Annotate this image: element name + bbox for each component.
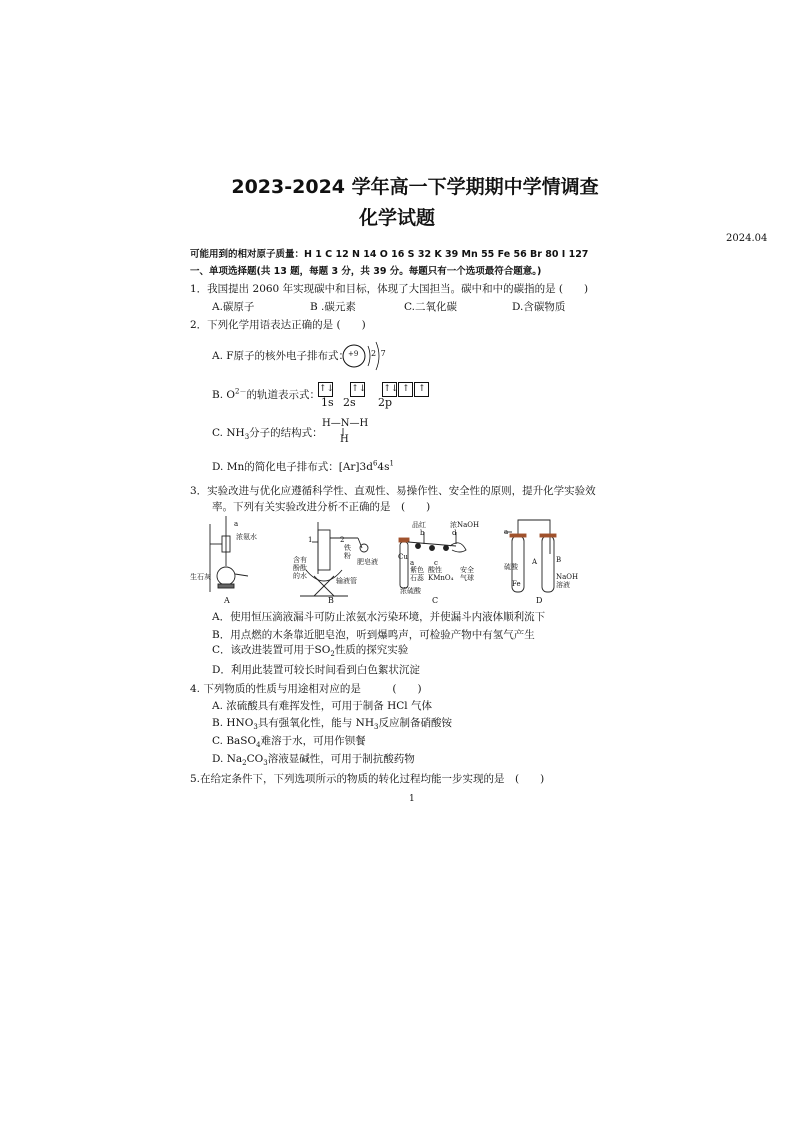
- label-conc-ammonia: 浓氨水: [236, 533, 257, 541]
- caption-c: C: [432, 596, 439, 605]
- label-quicklime: 生石灰: [190, 573, 211, 581]
- label-magenta: 品红: [412, 521, 426, 529]
- nh3-structure-bottom: H: [340, 434, 349, 445]
- orbital-box-2p-1: ↑↓: [382, 382, 397, 397]
- label-soap-solution: 肥皂液: [357, 558, 378, 566]
- page-subtitle: 化学试题: [358, 207, 435, 229]
- orbital-label-2p: 2p: [378, 396, 393, 409]
- q1-option-d: D.含碳物质: [512, 301, 566, 313]
- q1-option-b: B .碳元素: [310, 301, 356, 313]
- q3-stem-line2: 率。下列有关实验改进分析不正确的是 ( ): [212, 501, 431, 513]
- atomic-masses: 可能用到的相对原子质量：H 1 C 12 N 14 O 16 S 32 K 39 Mn 55 Fe 56 Br 80 I 127: [190, 249, 589, 260]
- label-c-a: a: [410, 559, 415, 567]
- label-naoh-solution: NaOH 溶液: [556, 573, 579, 589]
- exam-date: 2024.04: [726, 233, 768, 244]
- caption-a: A: [224, 596, 230, 605]
- q4-option-b: B. $HNO_3$具有强氧化性，能与 $NH_3$反应制备硝酸铵: [212, 717, 452, 732]
- q4-stem: 4. 下列物质的性质与用途相对应的是 ( ): [190, 683, 422, 695]
- label-acidic-kmno4: 酸性 KMnO₄: [428, 566, 454, 582]
- q1-stem: 1．我国提出 2060 年实现碳中和目标，体现了大国担当。碳中和中的碳指的是 ( ): [190, 283, 589, 295]
- label-d-a: a: [504, 528, 509, 536]
- q3-option-c: C．该改进装置可用于$SO_2$性质的探究实验: [212, 644, 409, 659]
- label-b-1: 1: [308, 536, 313, 544]
- label-sulfuric-acid: 硫酸: [504, 563, 518, 571]
- label-safety-balloon: 安全 气球: [460, 566, 474, 582]
- orbital-label-1s: 1s: [321, 396, 334, 409]
- atom-shells: 2 7: [371, 349, 387, 358]
- q2-option-a: A. F原子的核外电子排布式：: [212, 350, 350, 362]
- label-litmus: 紫色 石蕊: [410, 566, 424, 582]
- q1-option-a: A.碳原子: [212, 301, 255, 313]
- orbital-diagram: [318, 379, 430, 398]
- q4-option-d: D. $Na_2CO_3$溶液显碱性，可用于制抗酸药物: [212, 753, 415, 768]
- caption-b: B: [328, 596, 334, 605]
- orbital-box-1s: ↑↓: [318, 382, 333, 397]
- caption-d: D: [536, 596, 543, 605]
- atom-nucleus: +9: [348, 350, 359, 358]
- label-iron: Fe: [512, 580, 521, 588]
- label-b-2: 2: [340, 536, 345, 544]
- q2-option-b: B. $O^{2-}$的轨道表示式：: [212, 387, 320, 401]
- page-title: 2023-2024 学年高一下学期期中学情调查: [231, 176, 599, 198]
- label-c-c: c: [434, 559, 438, 567]
- label-d-A: A: [532, 558, 538, 566]
- section-heading: 一、单项选择题(共 13 题，每题 3 分，共 39 分。每题只有一个选项最符合题意。): [190, 266, 542, 277]
- q2-option-d: D. Mn的简化电子排布式：$[Ar]3d^64s^1$: [212, 459, 394, 473]
- apparatus-figures: [188, 514, 588, 606]
- label-infusion-tube: 输液管: [336, 577, 357, 585]
- label-conc-naoh: 浓NaOH: [450, 521, 480, 529]
- nh3-structure-top: H—N—H: [322, 418, 369, 429]
- label-copper: Cu: [398, 553, 408, 561]
- q3-option-d: D．利用此装置可较长时间看到白色絮状沉淀: [212, 664, 420, 676]
- q1-option-c: C.二氧化碳: [404, 301, 457, 313]
- label-a-port: a: [234, 520, 239, 528]
- label-conc-sulfuric: 浓硫酸: [400, 587, 421, 595]
- q3-option-b: B．用点燃的木条靠近肥皂泡，听到爆鸣声，可检验产物中有氢气产生: [212, 629, 535, 641]
- orbital-box-2p-2: ↑: [398, 382, 413, 397]
- q5-stem: 5.在给定条件下，下列选项所示的物质的转化过程均能一步实现的是 ( ): [190, 773, 545, 785]
- q4-option-a: A. 浓硫酸具有难挥发性，可用于制备 HCl 气体: [212, 700, 432, 712]
- label-c-b: b: [420, 529, 425, 537]
- label-d-B: B: [556, 556, 562, 564]
- q2-option-c: C. $NH_3$分子的结构式：: [212, 427, 323, 442]
- apparatus-a: [210, 516, 248, 592]
- orbital-box-2p-3: ↑: [414, 382, 429, 397]
- orbital-label-2s: 2s: [343, 396, 356, 409]
- page-number: 1: [409, 794, 415, 804]
- q2-stem: 2．下列化学用语表达正确的是 ( ): [190, 319, 366, 331]
- label-iron-powder: 铁 粉: [344, 544, 351, 560]
- nh3-bond-line: [341, 428, 345, 436]
- q3-option-a: A．使用恒压滴液漏斗可防止浓氨水污染环境，并使漏斗内液体顺利流下: [212, 611, 546, 623]
- orbital-box-2s: ↑↓: [350, 382, 365, 397]
- q3-stem-line1: 3．实验改进与优化应遵循科学性、直观性、易操作性、安全性的原则，提升化学实验效: [190, 485, 596, 497]
- label-c-d: d: [452, 529, 457, 537]
- q4-option-c: C. BaSO$_4$难溶于水，可用作钡餐: [212, 735, 366, 750]
- label-phenolphthalein-water: 含有 酚酞 的水: [293, 556, 307, 580]
